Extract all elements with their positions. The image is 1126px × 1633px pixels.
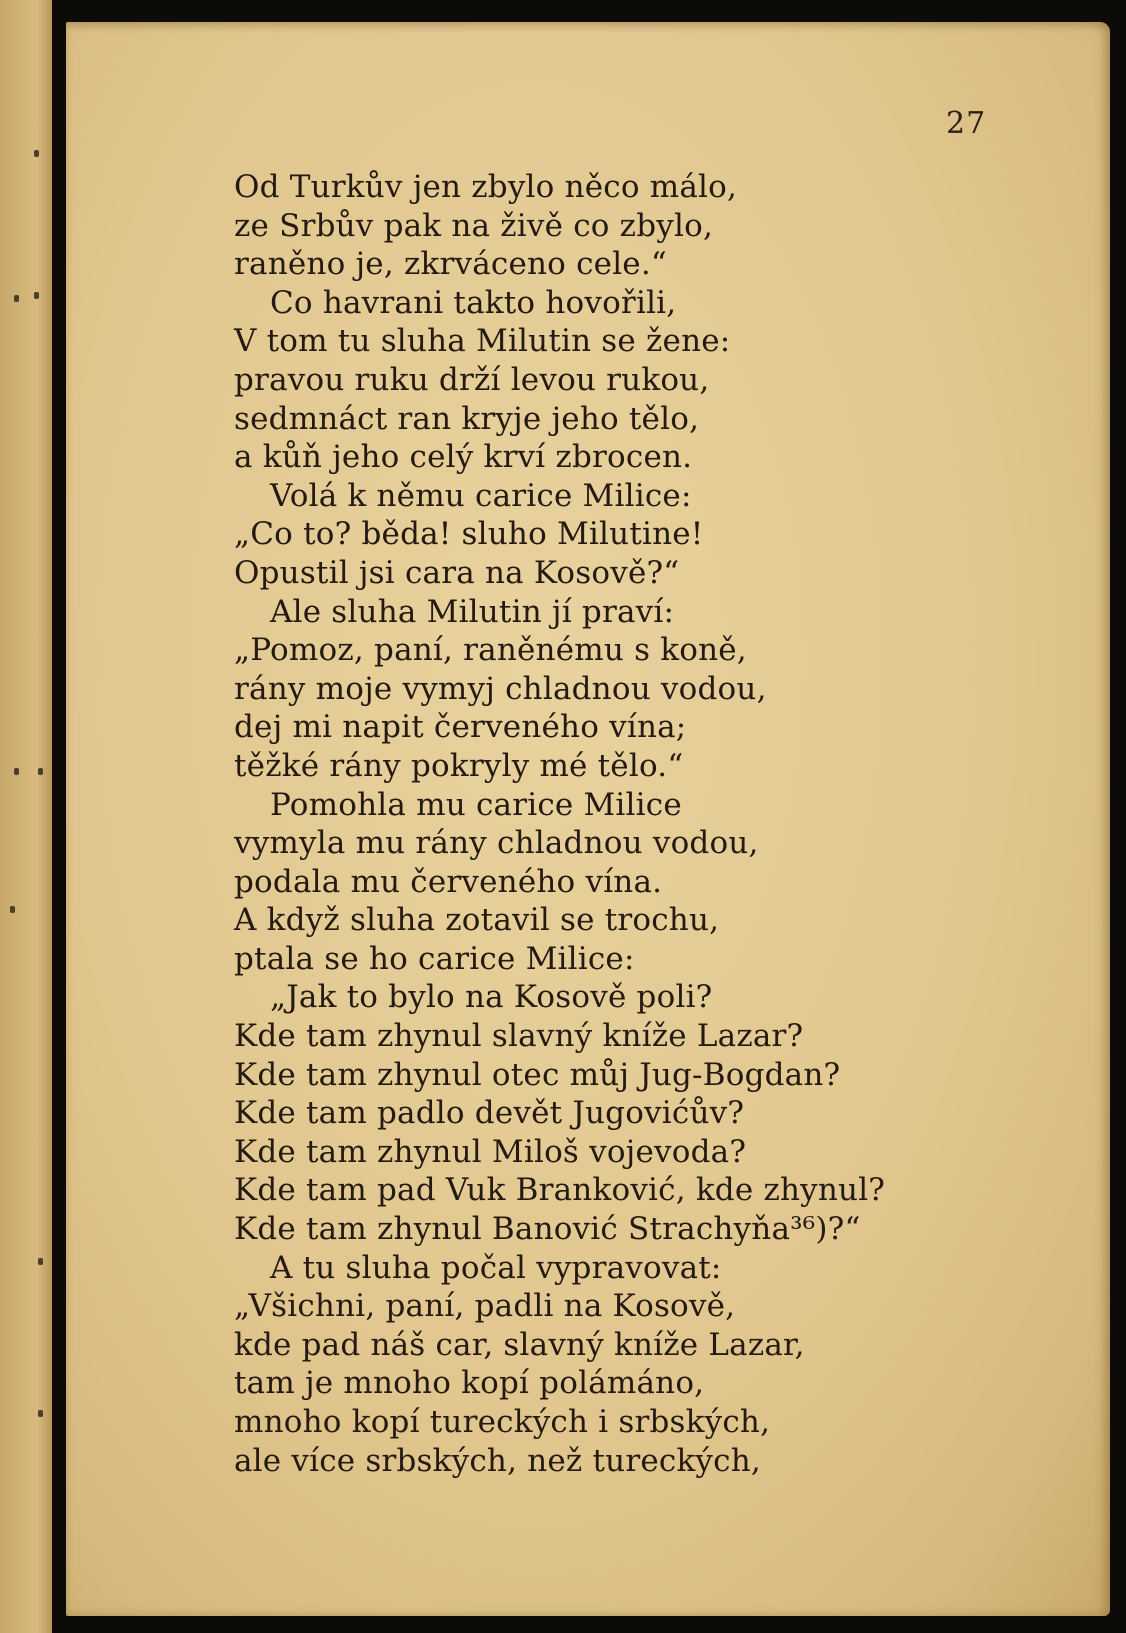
poem-line: Kde tam zhynul Miloš vojevoda? <box>234 1133 747 1170</box>
poem-line: pravou ruku drží levou rukou, <box>234 361 710 398</box>
poem-line: Kde tam pad Vuk Branković, kde zhynul? <box>234 1172 886 1209</box>
ink-mark <box>34 292 39 299</box>
page-number: 27 <box>946 106 987 141</box>
poem-line: A tu sluha počal vypravovat: <box>270 1249 722 1286</box>
ink-mark <box>38 1410 43 1417</box>
adjacent-page-edge <box>0 0 52 1633</box>
poem-line: „Všichni, paní, padli na Kosově, <box>234 1288 736 1325</box>
poem-line: ptala se ho carice Milice: <box>234 940 635 977</box>
poem-line: tam je mnoho kopí polámáno, <box>234 1365 705 1402</box>
poem-line: Volá k němu carice Milice: <box>270 477 692 514</box>
ink-mark <box>14 768 19 775</box>
poem-line: rány moje vymyj chladnou vodou, <box>234 670 767 707</box>
poem-line: kde pad náš car, slavný kníže Lazar, <box>234 1326 805 1363</box>
poem-line: vymyla mu rány chladnou vodou, <box>234 825 759 862</box>
ink-mark <box>34 150 39 157</box>
poem-line: mnoho kopí tureckých i srbských, <box>234 1404 771 1440</box>
poem-line: ze Srbův pak na živě co zbylo, <box>234 207 713 244</box>
poem-line: Kde tam zhynul slavný kníže Lazar? <box>234 1018 804 1055</box>
poem-line: Od Turkův jen zbylo něco málo, <box>234 169 738 205</box>
poem-line: ale více srbských, než tureckých, <box>234 1442 761 1479</box>
poem-line: podala mu červeného vína. <box>234 863 663 900</box>
poem-line: Opustil jsi cara na Kosově?“ <box>234 554 680 591</box>
poem-line: Pomohla mu carice Milice <box>270 786 682 823</box>
poem-line: dej mi napit červeného vína; <box>234 709 687 746</box>
poem-line: raněno je, zkrváceno cele.“ <box>234 246 667 283</box>
ink-mark <box>38 768 43 775</box>
poem-line: V tom tu sluha Milutin se žene: <box>234 323 731 360</box>
poem-line: „Pomoz, paní, raněnému s koně, <box>234 632 747 669</box>
poem-line: „Jak to bylo na Kosově poli? <box>270 979 713 1016</box>
poem-line: Kde tam zhynul Banović Strachyňa³⁶)?“ <box>234 1211 861 1248</box>
ink-mark <box>10 906 15 913</box>
poem-line: a kůň jeho celý krví zbrocen. <box>234 439 693 476</box>
book-spine-gutter <box>52 0 66 1633</box>
poem-line: sedmnáct ran kryje jeho tělo, <box>234 400 700 437</box>
poem-line: těžké rány pokryly mé tělo.“ <box>234 747 684 784</box>
ink-mark <box>38 1258 43 1265</box>
poem-text <box>234 168 954 1480</box>
poem-line: Co havrani takto hovořili, <box>270 284 677 321</box>
poem-line: Ale sluha Milutin jí praví: <box>270 593 675 630</box>
poem-line: A když sluha zotavil se trochu, <box>234 902 720 939</box>
poem-line: „Co to? běda! sluho Milutine! <box>234 516 704 553</box>
poem-line: Kde tam zhynul otec můj Jug-Bogdan? <box>234 1056 841 1093</box>
poem-line: Kde tam padlo devět Jugovićův? <box>234 1095 745 1132</box>
ink-mark <box>14 295 19 302</box>
